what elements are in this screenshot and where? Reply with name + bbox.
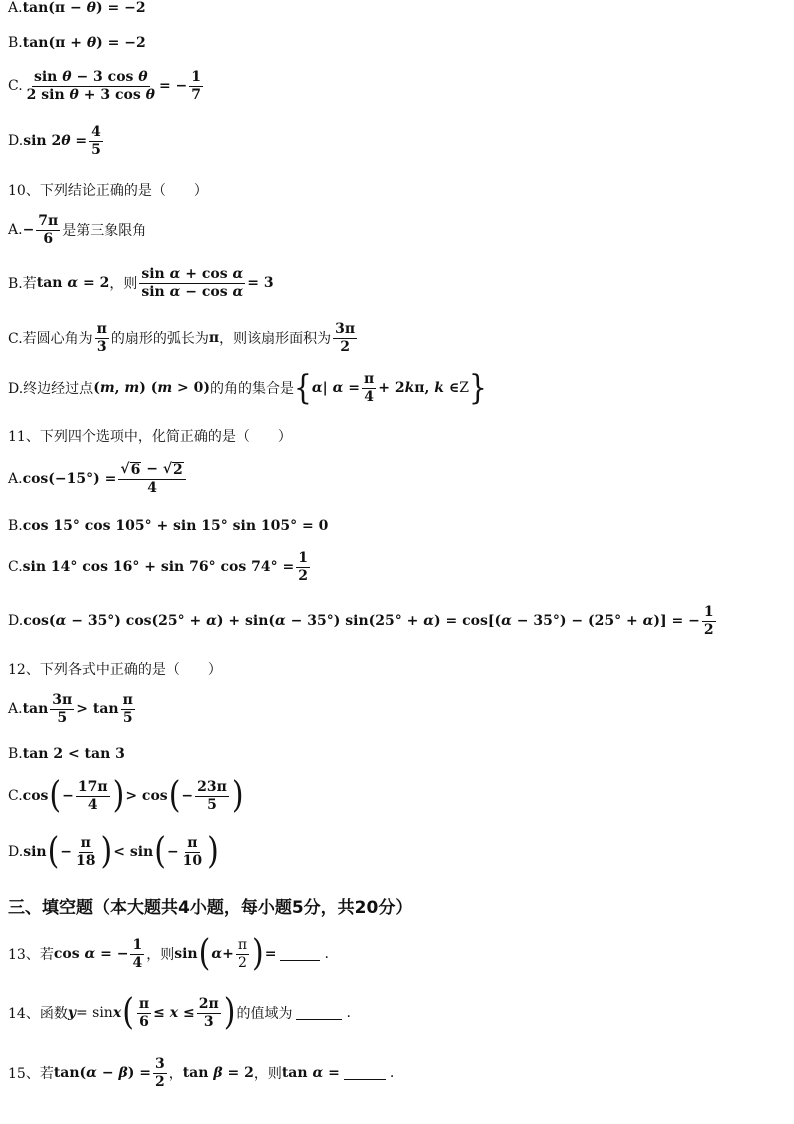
q12-option-b: B. tan 2 < tan 3 (8, 746, 125, 762)
fraction: $\frac{3\pi}{5}$ (52, 692, 73, 726)
q11-option-b: B. cos 15° cos 105° + sin 15° sin 105° = 0 (8, 518, 329, 534)
q14: 14、函数 y = sin x ( $\frac{\pi}{6}$ ≤ x ≤ $\frac{2\pi}{3}$ ) 的值域为 . (8, 991, 351, 1034)
answer-blank[interactable] (344, 1067, 386, 1080)
fraction: $\frac{7\pi}{6}$ (38, 213, 59, 247)
q10-option-a: A. − $\frac{7\pi}{6}$ 是第三象限角 (8, 213, 147, 247)
fraction: $\frac{\text{sin α + cos α}}{\text{sin α − cos α}}$ (141, 266, 244, 300)
answer-blank[interactable] (296, 1007, 342, 1020)
fraction: $\frac{4}{5}$ (91, 124, 101, 158)
fraction: √ 6 − √ 2 4 (118, 462, 185, 495)
fraction: $\frac{2\pi}{3}$ (198, 996, 219, 1030)
q15: 15、若 tan(α − β) = $\frac{3}{2}$ ， tan β = 2 ，则 tan α = . (8, 1056, 395, 1090)
fraction: $\frac{1}{4}$ (132, 937, 143, 971)
q11-option-c: C. sin 14° cos 16° + sin 76° cos 74° = $\frac{1}{2}$ (8, 550, 308, 584)
fraction: $\frac{23\pi}{5}$ (197, 779, 227, 813)
q11-option-a: A. cos(−15°) = √ 6 − √ 2 4 (8, 462, 188, 495)
math: tan(π + θ) = −2 (22, 35, 146, 51)
fraction: $\frac{1}{2}$ (298, 550, 308, 584)
q10-option-d: D.终边经过点 (m, m) (m > 0) 的角的集合是 { α| α = $\frac{\pi}{4}$ + 2kπ, k ∈ Z } (8, 367, 487, 408)
fraction: $\frac{\pi}{5}$ (122, 692, 133, 726)
q12-option-a: A. tan $\frac{3\pi}{5}$ > tan $\frac{\pi}{5}$ (8, 692, 133, 726)
fraction: $\frac{3}{2}$ (154, 1056, 165, 1090)
q9-option-b: B. tan(π + θ) = −2 (8, 35, 146, 51)
q11-stem: 11、下列四个选项中，化简正确的是（ ） (8, 429, 292, 445)
fraction: $\frac{\pi}{3}$ (96, 321, 107, 355)
q12-option-c: C. cos ( − $\frac{17\pi}{4}$ ) > cos ( − $\frac{23\pi}{5}$ ) (8, 774, 244, 817)
fraction: $\frac{17\pi}{4}$ (77, 779, 108, 813)
fraction: $\frac{\pi}{4}$ (363, 371, 375, 405)
fraction: $\frac{\pi}{18}$ (76, 835, 96, 869)
fraction: $\frac{\pi}{2}$ (237, 937, 248, 971)
math: tan(π − θ) = −2 (22, 0, 146, 16)
q10-option-b: B.若 tan α = 2 ，则 $\frac{\text{sin α + cos α}}{\text{sin α − cos α}}$ = 3 (8, 266, 274, 300)
q11-option-d: D. cos(α − 35°) cos(25° + α) + sin(α − 35°) sin(25° + α) = cos[(α − 35°) − (25° + α)] = − $\frac{1}{2}$ (8, 604, 714, 638)
q9-option-a: A. tan(π − θ) = −2 (8, 0, 146, 16)
q13: 13、若 cos α = − $\frac{1}{4}$ ，则 sin ( α + $\frac{\pi}{2}$ ) = . (8, 932, 329, 975)
section-title: 三、填空题（本大题共4小题，每小题5分，共20分） (8, 898, 413, 918)
q12-option-d: D. sin ( − $\frac{\pi}{18}$ ) < sin ( − $\frac{\pi}{10}$ ) (8, 830, 219, 873)
fraction: $\frac{1}{2}$ (703, 604, 714, 638)
q10-stem: 10、下列结论正确的是（ ） (8, 183, 208, 199)
q9-option-c: C. $\frac{\text{sin θ − 3 cos θ}}{\text{2 sin θ + 3 cos θ}}$ = − $\frac{1}{7}$ (8, 69, 202, 103)
q9-option-d: D. sin 2θ = $\frac{4}{5}$ (8, 124, 101, 158)
answer-blank[interactable] (280, 948, 320, 961)
q10-option-c: C.若圆心角为 $\frac{\pi}{3}$ 的扇形的弧长为 π ，则该扇形面积为 $\frac{3\pi}{2}$ (8, 321, 356, 355)
fraction: $\frac{1}{7}$ (191, 69, 202, 103)
q12-stem: 12、下列各式中正确的是（ ） (8, 662, 222, 678)
fraction: $\frac{\pi}{6}$ (138, 996, 150, 1030)
fraction: $\frac{\text{sin θ − 3 cos θ}}{\text{2 sin θ + 3 cos θ}}$ (26, 69, 155, 103)
fraction: $\frac{\pi}{10}$ (182, 835, 203, 869)
fraction: $\frac{3\pi}{2}$ (335, 321, 356, 355)
